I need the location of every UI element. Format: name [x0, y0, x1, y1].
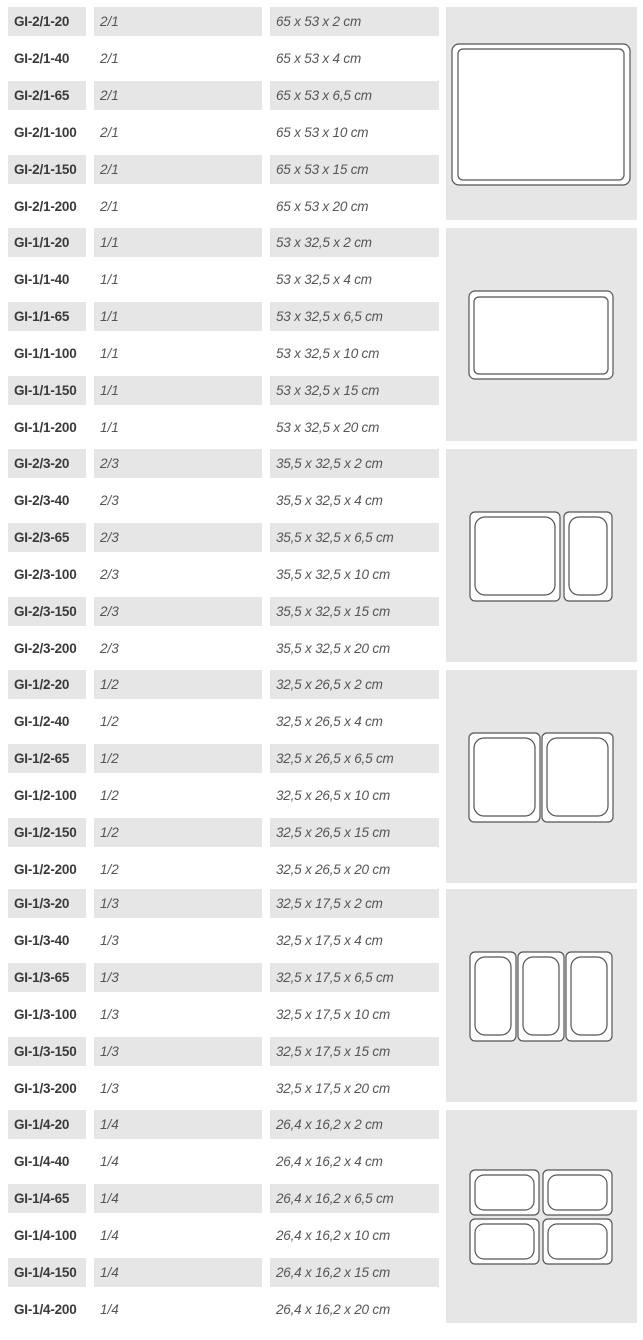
gn-size: 1/4: [94, 1184, 262, 1213]
pan-panel-2-1: [446, 7, 637, 220]
product-code: GI-1/1-65: [8, 302, 86, 331]
product-code: GI-1/4-40: [14, 1154, 70, 1169]
table-row: [0, 597, 440, 626]
product-code: GI-1/2-65: [8, 744, 86, 773]
pan-panel-1-1: [446, 228, 637, 441]
pan-panel-2-3: [446, 449, 637, 662]
gn-size: 2/1: [100, 125, 119, 140]
dimensions: 26,4 x 16,2 x 2 cm: [270, 1110, 439, 1139]
gn-size: 1/2: [94, 670, 262, 699]
table-row: [0, 1184, 440, 1213]
table-row: [0, 523, 440, 552]
gn-size: 1/2: [100, 862, 119, 877]
gn-size: 1/3: [100, 933, 119, 948]
table-row: [0, 889, 440, 918]
dimensions: 35,5 x 32,5 x 15 cm: [270, 597, 439, 626]
table-row: [0, 1258, 440, 1287]
product-code: GI-1/1-100: [14, 346, 77, 361]
product-code: GI-1/2-100: [14, 788, 77, 803]
table-row: [0, 560, 440, 589]
product-code: GI-2/3-100: [14, 567, 77, 582]
gn-size: 1/3: [100, 1007, 119, 1022]
gn-2-1-pan-icon: [446, 7, 637, 220]
table-row: [0, 7, 440, 36]
pan-panel-1-4: [446, 1110, 637, 1323]
product-code: GI-2/1-40: [14, 51, 70, 66]
dimensions: 32,5 x 17,5 x 6,5 cm: [270, 963, 439, 992]
gn-1-4-pan-icon: [446, 1110, 637, 1323]
product-code: GI-2/1-65: [8, 81, 86, 110]
gn-size: 2/3: [94, 449, 262, 478]
product-code: GI-1/3-150: [8, 1037, 86, 1066]
table-row: [0, 1000, 440, 1029]
product-code: GI-2/3-40: [14, 493, 70, 508]
product-code: GI-2/3-200: [14, 641, 77, 656]
dimensions: 35,5 x 32,5 x 20 cm: [276, 641, 391, 656]
product-code: GI-1/4-200: [14, 1302, 77, 1317]
gn-size: 2/3: [100, 567, 119, 582]
table-row: [0, 81, 440, 110]
gn-size: 1/3: [100, 1081, 119, 1096]
dimensions: 65 x 53 x 15 cm: [270, 155, 439, 184]
gn-size: 1/2: [94, 744, 262, 773]
gn-size: 2/1: [94, 81, 262, 110]
product-code: GI-1/4-65: [8, 1184, 86, 1213]
dimensions: 35,5 x 32,5 x 2 cm: [270, 449, 439, 478]
dimensions: 32,5 x 26,5 x 6,5 cm: [270, 744, 439, 773]
gn-size: 1/3: [94, 889, 262, 918]
table-row: [0, 1074, 440, 1103]
dimensions: 65 x 53 x 20 cm: [276, 199, 369, 214]
product-code: GI-2/3-150: [8, 597, 86, 626]
dimensions: 26,4 x 16,2 x 20 cm: [276, 1302, 391, 1317]
gn-size: 2/3: [94, 523, 262, 552]
dimensions: 26,4 x 16,2 x 15 cm: [270, 1258, 439, 1287]
dimensions: 53 x 32,5 x 20 cm: [276, 420, 380, 435]
table-row: [0, 192, 440, 221]
gn-1-1-pan-icon: [446, 228, 637, 441]
table-row: [0, 818, 440, 847]
dimensions: 65 x 53 x 4 cm: [276, 51, 361, 66]
dimensions: 65 x 53 x 6,5 cm: [270, 81, 439, 110]
product-code: GI-2/3-20: [8, 449, 86, 478]
pan-panel-1-3: [446, 889, 637, 1102]
product-code: GI-2/1-200: [14, 199, 77, 214]
dimensions: 53 x 32,5 x 2 cm: [270, 228, 439, 257]
gn-1-2-pan-icon: [446, 670, 637, 883]
gn-size: 1/1: [100, 272, 119, 287]
dimensions: 35,5 x 32,5 x 4 cm: [276, 493, 383, 508]
table-row: [0, 963, 440, 992]
table-row: [0, 486, 440, 515]
table-row: [0, 926, 440, 955]
table-row: [0, 1295, 440, 1324]
dimensions: 32,5 x 26,5 x 4 cm: [276, 714, 383, 729]
product-code: GI-2/3-65: [8, 523, 86, 552]
product-code: GI-1/3-65: [8, 963, 86, 992]
table-row: [0, 376, 440, 405]
gn-size: 1/4: [100, 1154, 119, 1169]
gn-size: 1/2: [94, 818, 262, 847]
table-row: [0, 44, 440, 73]
table-row: [0, 1221, 440, 1250]
table-row: [0, 670, 440, 699]
product-code: GI-1/1-20: [8, 228, 86, 257]
dimensions: 26,4 x 16,2 x 10 cm: [276, 1228, 391, 1243]
table-row: [0, 265, 440, 294]
table-row: [0, 744, 440, 773]
table-row: [0, 707, 440, 736]
dimensions: 32,5 x 17,5 x 10 cm: [276, 1007, 391, 1022]
dimensions: 32,5 x 26,5 x 20 cm: [276, 862, 391, 877]
gn-size: 2/3: [100, 641, 119, 656]
product-code: GI-1/3-40: [14, 933, 70, 948]
dimensions: 53 x 32,5 x 4 cm: [276, 272, 372, 287]
gn-size: 1/1: [94, 376, 262, 405]
gn-size: 1/1: [100, 346, 119, 361]
table-row: [0, 781, 440, 810]
product-code: GI-1/2-40: [14, 714, 70, 729]
gn-size: 1/2: [100, 788, 119, 803]
pan-panel-1-2: [446, 670, 637, 883]
table-row: [0, 228, 440, 257]
product-code: GI-1/1-200: [14, 420, 77, 435]
gn-1-3-pan-icon: [446, 889, 637, 1102]
gn-size: 1/4: [94, 1110, 262, 1139]
gn-size: 1/2: [100, 714, 119, 729]
product-code: GI-1/3-200: [14, 1081, 77, 1096]
dimensions: 32,5 x 26,5 x 10 cm: [276, 788, 391, 803]
product-code: GI-1/4-20: [8, 1110, 86, 1139]
gn-size: 1/3: [94, 963, 262, 992]
gn-size: 1/1: [94, 228, 262, 257]
gn-size: 1/1: [100, 420, 119, 435]
product-code: GI-2/1-100: [14, 125, 77, 140]
dimensions: 35,5 x 32,5 x 10 cm: [276, 567, 391, 582]
gn-size: 1/4: [100, 1302, 119, 1317]
gn-size: 2/3: [100, 493, 119, 508]
gn-size: 2/1: [94, 155, 262, 184]
product-code: GI-1/2-150: [8, 818, 86, 847]
table-row: [0, 449, 440, 478]
dimensions: 65 x 53 x 2 cm: [270, 7, 439, 36]
product-code: GI-1/3-20: [8, 889, 86, 918]
gn-size: 2/1: [94, 7, 262, 36]
dimensions: 53 x 32,5 x 6,5 cm: [270, 302, 439, 331]
dimensions: 65 x 53 x 10 cm: [276, 125, 369, 140]
product-code: GI-2/1-150: [8, 155, 86, 184]
table-row: [0, 1110, 440, 1139]
dimensions: 32,5 x 17,5 x 15 cm: [270, 1037, 439, 1066]
product-code: GI-2/1-20: [8, 7, 86, 36]
dimensions: 32,5 x 17,5 x 2 cm: [270, 889, 439, 918]
dimensions: 32,5 x 17,5 x 4 cm: [276, 933, 383, 948]
gn-size: 1/4: [94, 1258, 262, 1287]
gn-size: 2/3: [94, 597, 262, 626]
gn-size: 2/1: [100, 199, 119, 214]
gn-size: 1/4: [100, 1228, 119, 1243]
dimensions: 53 x 32,5 x 10 cm: [276, 346, 380, 361]
dimensions: 26,4 x 16,2 x 4 cm: [276, 1154, 383, 1169]
product-code: GI-1/3-100: [14, 1007, 77, 1022]
table-row: [0, 1147, 440, 1176]
table-row: [0, 118, 440, 147]
product-code: GI-1/1-150: [8, 376, 86, 405]
table-row: [0, 634, 440, 663]
product-code: GI-1/4-150: [8, 1258, 86, 1287]
table-row: [0, 155, 440, 184]
table-row: [0, 302, 440, 331]
dimensions: 53 x 32,5 x 15 cm: [270, 376, 439, 405]
gn-size: 1/1: [94, 302, 262, 331]
dimensions: 32,5 x 26,5 x 2 cm: [270, 670, 439, 699]
product-code: GI-1/4-100: [14, 1228, 77, 1243]
product-code: GI-1/2-200: [14, 862, 77, 877]
gn-size: 2/1: [100, 51, 119, 66]
dimensions: 35,5 x 32,5 x 6,5 cm: [270, 523, 439, 552]
dimensions: 32,5 x 26,5 x 15 cm: [270, 818, 439, 847]
product-code: GI-1/2-20: [8, 670, 86, 699]
product-code: GI-1/1-40: [14, 272, 70, 287]
gn-size: 1/3: [94, 1037, 262, 1066]
table-row: [0, 1037, 440, 1066]
table-row: [0, 855, 440, 884]
table-row: [0, 413, 440, 442]
dimensions: 32,5 x 17,5 x 20 cm: [276, 1081, 391, 1096]
table-row: [0, 339, 440, 368]
gn-2-3-pan-icon: [446, 449, 637, 662]
dimensions: 26,4 x 16,2 x 6,5 cm: [270, 1184, 439, 1213]
